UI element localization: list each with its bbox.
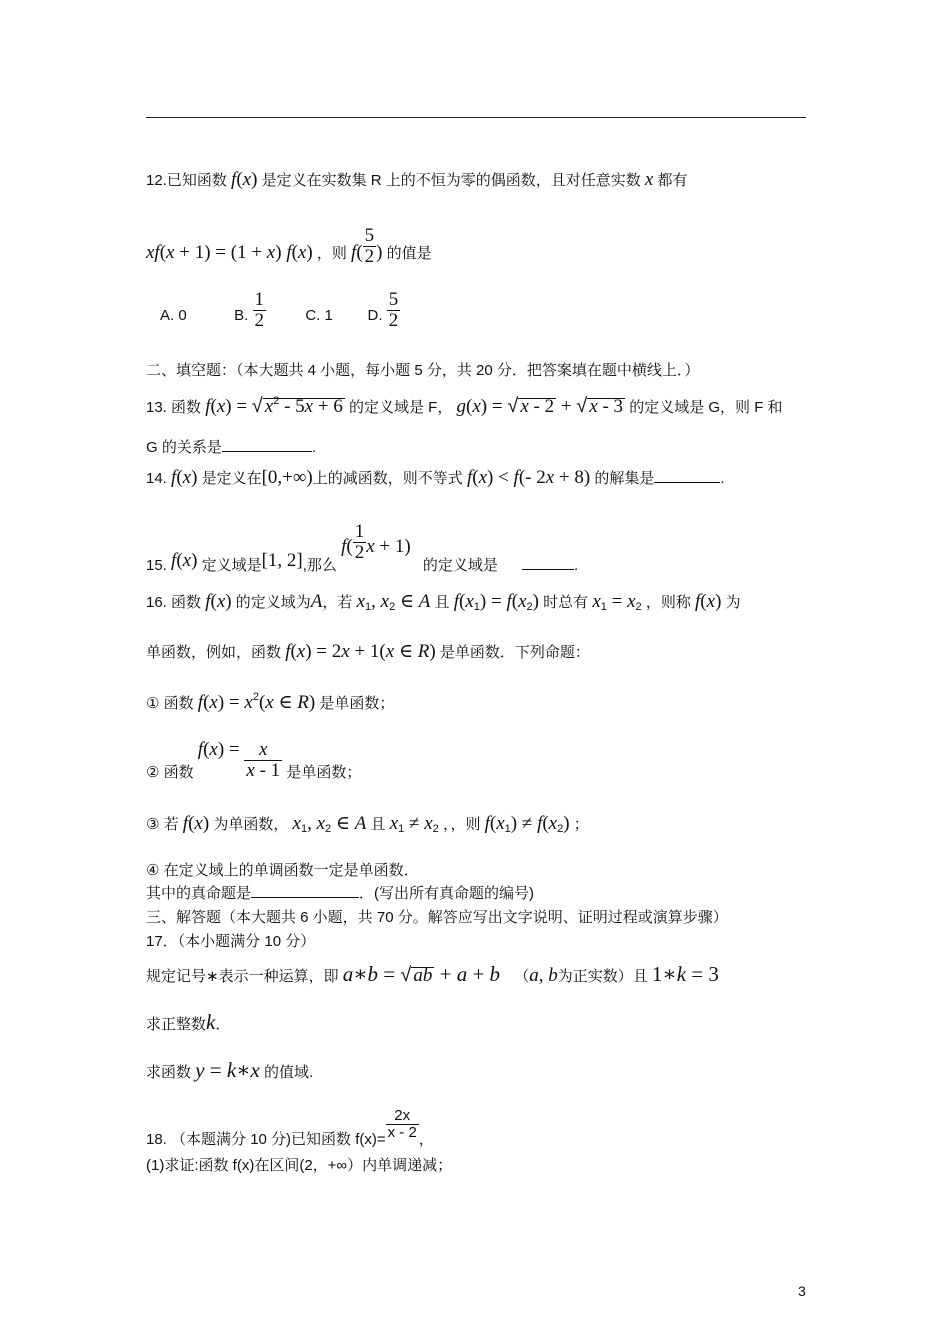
q12-option-b: B. $\frac{1}{2}$ — [234, 289, 265, 331]
q12-option-d: D. $\frac{5}{2}$ — [367, 289, 399, 331]
q17-title: 17．（本小题满分 10 分） — [146, 933, 316, 950]
q12-option-a: A. 0 — [160, 307, 187, 324]
q16-line1: 16. 函数 f(x) 的定义域为A，若 $x_1$, $x_2$ ∈ A 且 $f(x_1) = f(x_2)$ 时总有 $x_1 = x_2$ ，则称 f(x) 为 — [146, 591, 741, 613]
q12-option-c: C. 1 — [305, 307, 333, 324]
q16-line2: 单函数，例如，函数 f(x) = 2x + 1(x ∈ R) 是单函数．下列命题： — [146, 641, 590, 662]
q15-line: 15. f(x) 定义域是[1, 2],那么 f( $\frac{1}{2}$ x + 1) 的定义域是 . — [146, 521, 579, 574]
q18-line2: (1)求证:函数 f(x)在区间(2，+∞）内单调递减； — [146, 1157, 453, 1174]
q16-item3: ③ 若 f(x) 为单函数， $x_1$, $x_2$ ∈ A 且 $x_1 \ne x_2$ ，，则 $f(x_1) \ne f(x_2)$ ； — [146, 813, 589, 835]
q16-item2: ② 函数 f(x) = $\frac{x}{x - 1}$ 是单函数； — [146, 739, 362, 781]
page-number: 3 — [798, 1283, 806, 1299]
header-rule — [146, 117, 806, 118]
q16-item1: ① 函数 $f(x) = x^2(x$ ∈ R) 是单函数； — [146, 691, 395, 713]
q18-line1: 18. （本题满分 10 分)已知函数 f(x)= $\frac{2x}{x - 2}$ ， — [146, 1107, 434, 1148]
q12-line1: 12.已知函数 f(x) 是定义在实数集 R 上的不恒为零的偶函数，且对任意实数 x 都有 — [146, 169, 688, 190]
q14-line: 14. f(x) 是定义在[0,+∞)上的减函数，则不等式 f(x) < f(- 2x + 8) 的解集是 . — [146, 467, 725, 488]
q12-line2: xf(x + 1) = (1 + x) f(x) ，则 f( $\frac{5}{2}$ ) 的值是 — [146, 225, 432, 267]
answer-blank[interactable] — [222, 451, 312, 452]
q12-options — [160, 290, 400, 332]
q16-question: 其中的真命题是 ．(写出所有真命题的编号) — [146, 885, 535, 902]
q13-line1: 13. 函数 f(x) = √ $x^2 - 5x + 6$ 的定义域是 F， g(x) = √ x - 2 + √ x - 3 的定义域是 G，则 F 和 — [146, 395, 783, 417]
q17-line1: 规定记号∗表示一种运算，即 a∗b = √ ab + a + b （a, b为正实数）且 1∗k = 3 — [146, 962, 719, 986]
section-2-heading: 二、填空题：（本大题共 4 小题，每小题 5 分，共 20 分．把答案填在题中横线上．） — [146, 362, 700, 379]
q16-item4: ④ 在定义域上的单调函数一定是单函数． — [146, 862, 419, 879]
section-3-heading: 三、解答题（本大题共 6 小题，共 70 分。解答应写出文字说明、证明过程或演算步骤） — [146, 909, 728, 926]
answer-blank[interactable] — [522, 569, 574, 570]
q13-line2: G 的关系是 . — [146, 439, 317, 456]
q17-line3: 求函数 y = k∗x 的值域. — [146, 1058, 314, 1082]
answer-blank[interactable] — [251, 897, 359, 898]
q17-line2: 求正整数k． — [146, 1010, 231, 1034]
answer-blank[interactable] — [654, 482, 720, 483]
